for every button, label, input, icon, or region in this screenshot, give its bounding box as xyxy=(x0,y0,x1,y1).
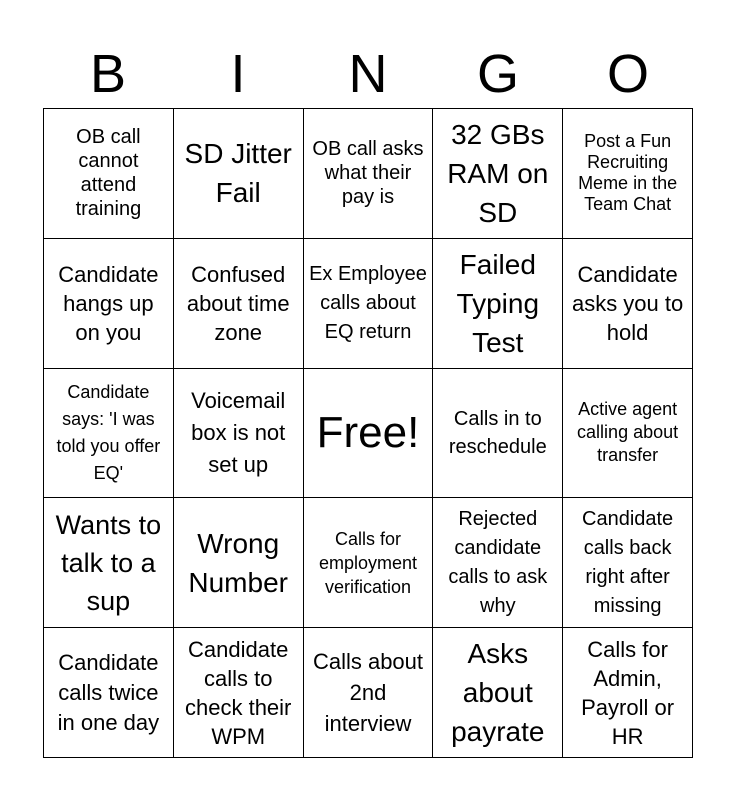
cell-text: Wants to talk to a sup xyxy=(55,509,162,616)
bingo-cell[interactable] xyxy=(174,239,304,369)
bingo-cell[interactable] xyxy=(304,628,434,758)
bingo-cell[interactable] xyxy=(44,628,174,758)
cell-text: Candidate calls twice in one day xyxy=(57,649,160,735)
cell-text: Candidate hangs up on you xyxy=(58,261,159,345)
bingo-cell[interactable] xyxy=(433,498,563,628)
cell-text: Failed Typing Test xyxy=(456,248,540,358)
bingo-cell[interactable] xyxy=(563,369,693,499)
cell-text: Candidate asks you to hold xyxy=(571,261,684,345)
cell-text: Voicemail box is not set up xyxy=(191,387,286,477)
bingo-cell[interactable] xyxy=(433,628,563,758)
cell-text: Ex Employee calls about EQ return xyxy=(309,262,427,343)
cell-text: 32 GBs RAM on SD xyxy=(447,118,549,228)
bingo-cell[interactable] xyxy=(304,109,434,239)
header-letter-g: G xyxy=(476,44,519,104)
cell-text: Calls in to reschedule xyxy=(448,407,547,458)
cell-text: Candidate calls back right after missing xyxy=(582,507,674,617)
cell-text: Candidate says: 'I was told you offer EQ' xyxy=(56,381,161,483)
bingo-board xyxy=(43,108,693,758)
bingo-cell[interactable] xyxy=(563,109,693,239)
bingo-cell[interactable] xyxy=(433,369,563,499)
header-letter-o: O xyxy=(606,44,649,104)
bingo-cell[interactable] xyxy=(563,239,693,369)
cell-text: Asks about payrate xyxy=(451,638,545,748)
cell-text: Confused about time zone xyxy=(186,261,290,345)
cell-text: Calls for employment verification xyxy=(318,528,418,597)
header-letter-b: B xyxy=(89,44,127,104)
cell-text: Post a Fun Recruiting Meme in the Team Chat xyxy=(578,131,678,215)
cell-text: Rejected candidate calls to ask why xyxy=(448,507,548,617)
bingo-header xyxy=(43,40,693,108)
cell-text: Wrong Number xyxy=(188,527,288,598)
bingo-cell[interactable] xyxy=(304,498,434,628)
bingo-cell-free[interactable] xyxy=(304,369,434,499)
cell-text: Active agent calling about transfer xyxy=(577,399,679,466)
cell-text: Candidate calls to check their WPM xyxy=(185,636,292,749)
cell-text: SD Jitter Fail xyxy=(184,138,292,209)
header-letter-i: I xyxy=(230,44,246,104)
cell-text: Calls for Admin, Payroll or HR xyxy=(581,636,675,749)
bingo-cell[interactable] xyxy=(44,369,174,499)
bingo-cell[interactable] xyxy=(174,369,304,499)
header-letter-n: N xyxy=(348,44,388,104)
bingo-cell[interactable] xyxy=(174,628,304,758)
bingo-cell[interactable] xyxy=(44,109,174,239)
bingo-cell[interactable] xyxy=(563,498,693,628)
cell-text: OB call cannot attend training xyxy=(75,126,142,221)
cell-text: OB call asks what their pay is xyxy=(312,138,424,209)
bingo-cell[interactable] xyxy=(433,109,563,239)
bingo-cell[interactable] xyxy=(44,239,174,369)
free-space-label: Free! xyxy=(316,407,420,457)
cell-text: Calls about 2nd interview xyxy=(312,649,424,737)
bingo-cell[interactable] xyxy=(433,239,563,369)
bingo-cell[interactable] xyxy=(174,498,304,628)
bingo-cell[interactable] xyxy=(44,498,174,628)
bingo-cell[interactable] xyxy=(563,628,693,758)
bingo-cell[interactable] xyxy=(174,109,304,239)
bingo-cell[interactable] xyxy=(304,239,434,369)
